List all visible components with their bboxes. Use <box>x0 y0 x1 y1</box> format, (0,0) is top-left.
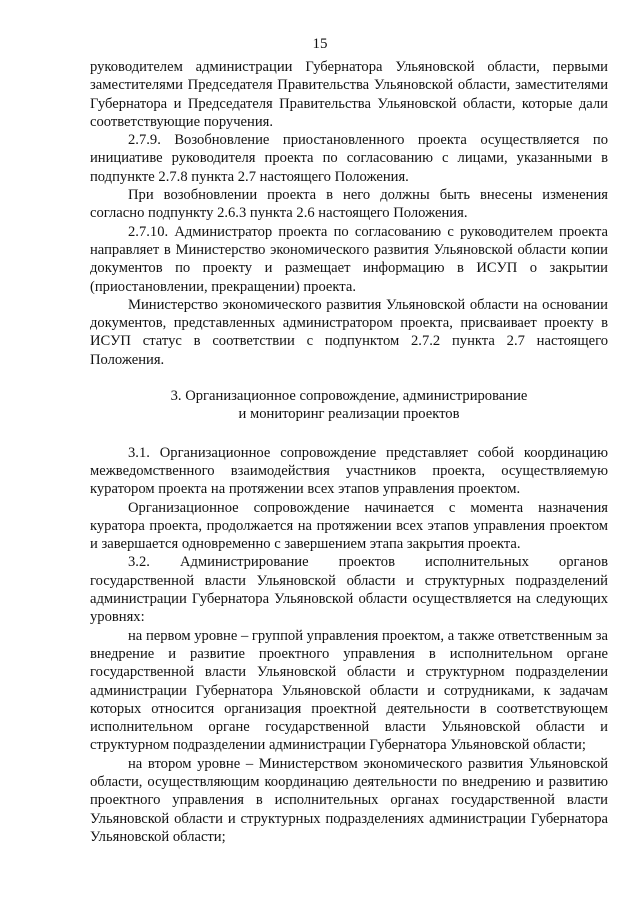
document-body <box>90 58 608 846</box>
paragraph-level-2: на втором уровне – Министерством экономического развития Ульяновской области, осуществляющим координацию деятельности по внедрению и развитию проектного управления в исполнительных органах государственной власти Ульяновской области и структурных подразделениях администрации Губернатора Ульяновской области; <box>90 755 608 845</box>
paragraph-3-1: 3.1. Организационное сопровождение представляет собой координацию межведомственного взаимодействия участников проекта, осуществляемую куратором проекта на протяжении всех этапов управления проектом. <box>90 444 608 498</box>
paragraph-org-support: Организационное сопровождение начинается с момента назначения куратора проекта, продолжается на протяжении всех этапов управления проектом и завершается одновременно с завершением этапа закрытия проекта. <box>90 499 608 553</box>
section-heading-line-2: и мониторинг реализации проектов <box>238 406 460 423</box>
paragraph-continuation: руководителем администрации Губернатора Ульяновской области, первыми заместителями Председателя Правительства Ульяновской области, заместителями Губернатора и Председателя Правительства Ульяновской области, которые дали соответствующие поручения. <box>90 59 608 130</box>
paragraph-2-7-9: 2.7.9. Возобновление приостановленного проекта осуществляется по инициативе руководителя проекта по согласованию с лицами, указанными в подпункте 2.7.8 пункта 2.7 настоящего Положения. <box>90 132 608 185</box>
paragraph-2-7-10: 2.7.10. Администратор проекта по согласованию с руководителем проекта направляет в Министерство экономического развития Ульяновской области копии документов по проекту и размещает информацию в ИСУП о закрытии (приостановлении, прекращении) проекта. <box>90 223 608 295</box>
paragraph-3-2: 3.2. Администрирование проектов исполнительных органов государственной власти Ульяновской области и структурных подразделений администрации Губернатора Ульяновской области осуществляется на следующих уровнях: <box>90 554 608 626</box>
paragraph-level-1: на первом уровне – группой управления проектом, а также ответственным за внедрение и развитие проектного управления в исполнительном органе государственной власти Ульяновской области и структурном подразделении администрации Губернатора Ульяновской области и сотрудниками, к задачам которых относится организация проектной деятельности в соответствующем исполнительном органе государственной власти Ульяновской области и структурном подразделении администрации Губернатора Ульяновской области; <box>90 627 608 754</box>
page-number: 15 <box>312 36 328 52</box>
section-heading <box>90 387 608 424</box>
paragraph-resumption: При возобновлении проекта в него должны быть внесены изменения согласно подпункту 2.6.3 пункта 2.6 настоящего Положения. <box>90 187 608 222</box>
paragraph-ministry-status: Министерство экономического развития Ульяновской области на основании документов, представленных администратором проекта, присваивает проекту в ИСУП статус в соответствии с подпунктом 2.7.2 пункта 2.7 настоящего Положения. <box>90 296 608 368</box>
section-heading-line-1: 3. Организационное сопровождение, администрирование <box>170 388 528 405</box>
